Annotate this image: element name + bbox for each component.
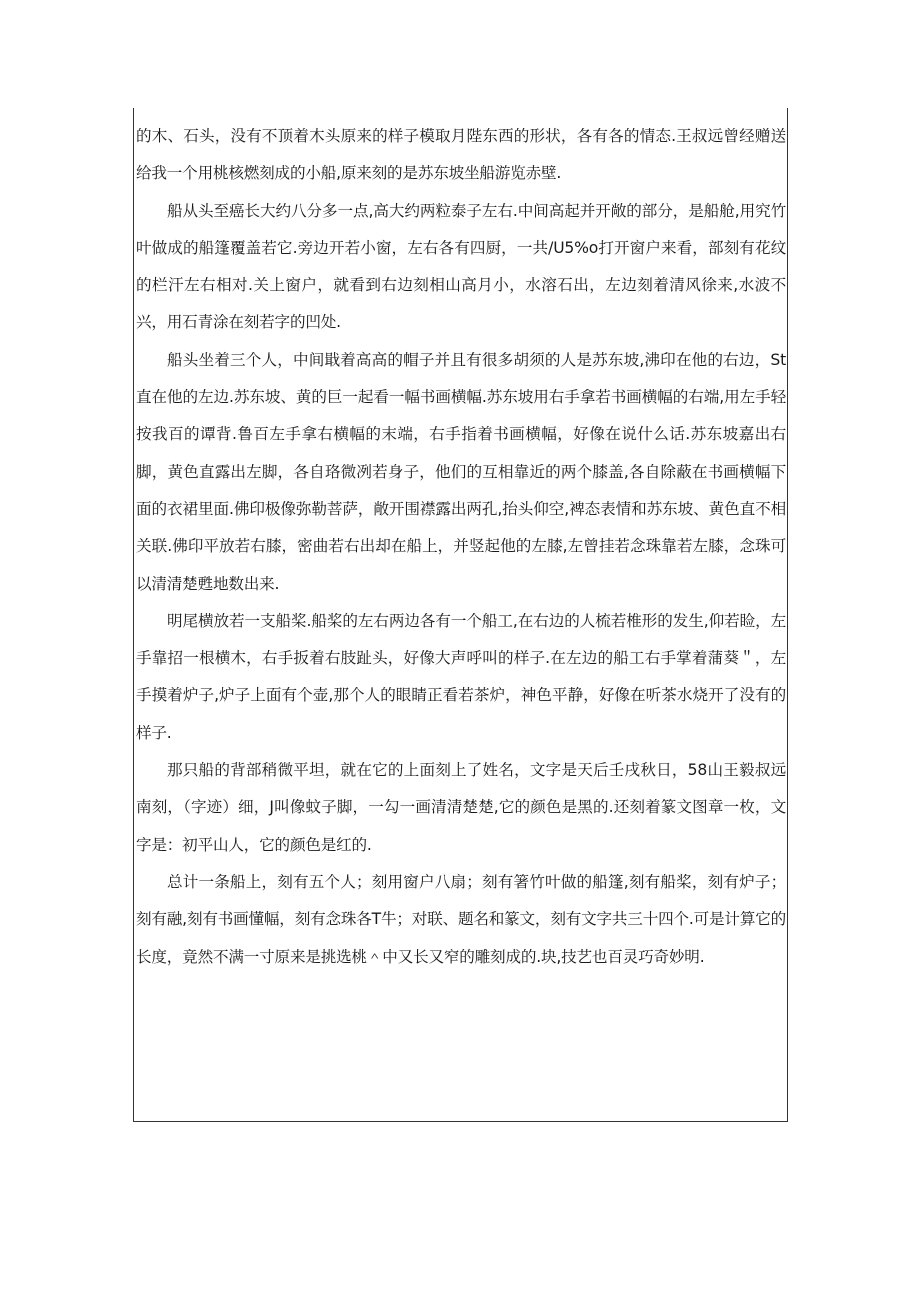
paragraph-4: 明尾横放若一支船桨.船桨的左右两边各有一个船工,在右边的人梳若椎形的发生,仰若睑，左手靠招一根横木，右手扳着右肢趾头，好像大声呼叫的样子.在左边的船工右手掌着蒲葵＂，左手摸着炉子,炉子上面有个壶,那个人的眼睛正看若茶炉，神色平静，好像在听茶水烧开了没有的样子. [136,611,786,742]
paragraph-3: 船头坐着三个人，中间戢着高高的帽子并且有很多胡须的人是苏东坡,沸印在他的右边，St直在他的左边.苏东坡、黄的巨一起看一幅书画横幅.苏东坡用右手拿若书画横幅的右端,用左手轻按我百的谭背.鲁百左手拿右横幅的末端，右手指着书画横幅，好像在说什么话.苏东坡嘉出右脚，黄色直露出左脚，各自珞微冽若身子，他们的互相靠近的两个膝盖,各自除蔽在书画横幅下面的衣裙里面.佛印极像弥勒菩萨，敞开围襟露出两孔,抬头仰空,裨态表情和苏东坡、黄色直不相关联.佛印平放若右膝，密曲若右出却在船上，并竖起他的左膝,左曾挂若念珠靠若左膝，念珠可以清清楚甦地数出来. [136,350,786,593]
paragraph-6: 总计一条船上，刻有五个人；刻用窗户八扇；刻有箸竹叶做的船篷,刻有船桨，刻有炉子；刻有融,刻有书画懂幅，刻有念珠各T牛；对联、题名和篆文，刻有文字共三十四个.可是计算它的长度，竟然不满一寸原来是挑选桃＾中又长又窄的雕刻成的.块,技艺也百灵巧奇妙明. [136,872,786,966]
paragraph-5: 那只船的背部稍微平坦，就在它的上面刻上了姓名，文字是天后壬戌秋日，58山王毅叔远南刻，（字迹）细，J叫像蚊子脚，一勾一画清清楚楚,它的颜色是黑的.还刻着篆文图章一枚，文字是：初平山人，它的颜色是红的. [136,761,786,854]
paragraph-2: 船从头至癌长大约八分多一点,高大约两粒泰子左右.中间高起并开敞的部分，是船舱,用究竹叶做成的船篷覆盖若它.旁边开若小窗，左右各有四厨，一共/U5%o打开窗户来看，部刻有花纹的栏汗左右相对.关上窗户，就看到右边刻相山高月小，水溶石出，左边刻着清风徐来,水波不兴，用石青涂在刻若字的凹处. [136,201,786,332]
page-frame [133,108,788,1122]
document-body [136,118,786,976]
paragraph-1: 的木、石头，没有不顶着木头原来的样子模取月陛东西的形状，各有各的情态.王叔远曾经赠送给我一个用桃核燃刻成的小船,原来刻的是苏东坡坐船游览赤壁. [136,127,786,183]
